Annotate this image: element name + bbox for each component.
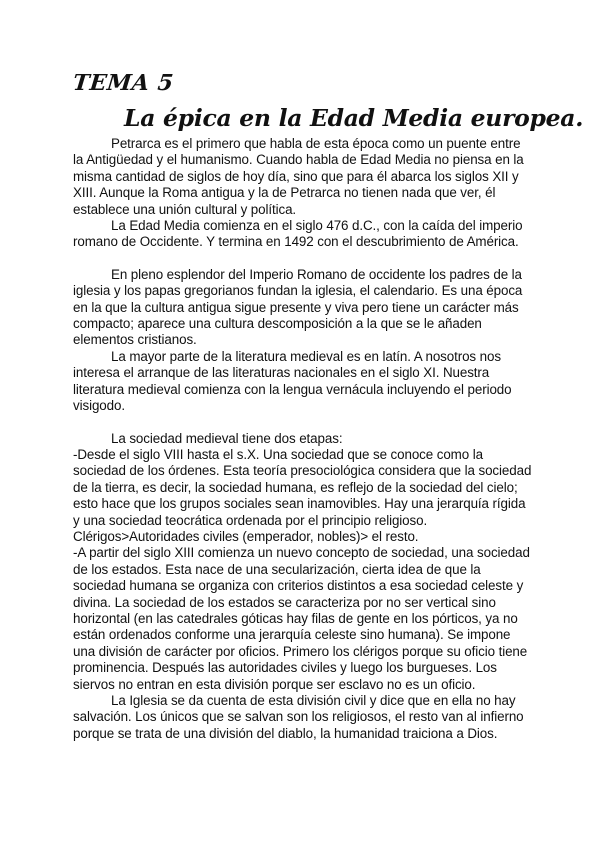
document-body: [73, 136, 533, 742]
paragraph-imperio-romano: En pleno esplendor del Imperio Romano de occidente los padres de la iglesia y los papas gregorianos fundan la iglesia, el calendario. Es una época en la que la cultura antigua sigue presente y viva pero tiene un carácter más compacto; aparece una cultura descomposición a la que se le añaden elementos cristianos.: [73, 266, 523, 348]
paragraph-iglesia: La Iglesia se da cuenta de esta división civil y dice que en ella no hay salvación. Los únicos que se salvan son los religiosos, el resto van al infierno porque se trata de una división del diablo, la humanidad traiciona a Dios.: [73, 693, 524, 741]
paragraph-sociedad-ordenes: -Desde el siglo VIII hasta el s.X. Una sociedad que se conoce como la sociedad de los órdenes. Esta teoría presociológica considera que la sociedad de la tierra, es decir, la sociedad humana, es reflejo de la sociedad del cielo; esto hace que los grupos sociales sean inamovibles. Hay una jerarquía rígida y una sociedad teocrática ordenada por el principio religioso.: [73, 446, 532, 528]
spacer: [73, 251, 533, 267]
paragraph-edad-media-dates: La Edad Media comienza en el siglo 476 d.C., con la caída del imperio romano de Occidente. Y termina en 1492 con el descubrimiento de América.: [73, 218, 523, 250]
paragraph-sociedad-estados: -A partir del siglo XIII comienza un nuevo concepto de sociedad, una sociedad de los estados. Esta nace de una secularización, cierta idea de que la sociedad humana se organiza con criterios distintos a esa sociedad celeste y divina. La sociedad de los estados se caracteriza por no ser vertical sino horizontal (en las catedrales góticas hay filas de gente en los pórticos, ya no están ordenados conforme una jerarquía celeste sino humana). Se impone una división de carácter por oficios. Primero los clérigos porque su oficio tiene prominencia. Después las autoridades civiles y luego los burgueses. Los siervos no entran en esta división porque ser esclavo no es un oficio.: [73, 545, 530, 692]
spacer: [73, 415, 533, 431]
paragraph-dos-etapas: La sociedad medieval tiene dos etapas:: [111, 430, 343, 446]
paragraph-petrarca: Petrarca es el primero que habla de esta época como un puente entre la Antigüedad y el humanismo. Cuando habla de Edad Media no piensa en la misma cantidad de siglos de hoy día, sino que para él abarca los siglos XII y XIII. Aunque la Roma antigua y la de Petrarca no tienen nada que ver, él establece una unión cultural y política.: [73, 136, 524, 217]
paragraph-literatura-medieval: La mayor parte de la literatura medieval es en latín. A nosotros nos interesa el arranque de las literaturas nacionales en el siglo XI. Nuestra literatura medieval comienza con la lengua vernácula incluyendo el periodo visigodo.: [73, 348, 512, 414]
page-title: La épica en la Edad Media europea.: [124, 104, 584, 132]
unit-heading: TEMA 5: [71, 70, 175, 96]
paragraph-jerarquia: Clérigos>Autoridades civiles (emperador, nobles)> el resto.: [73, 528, 419, 544]
